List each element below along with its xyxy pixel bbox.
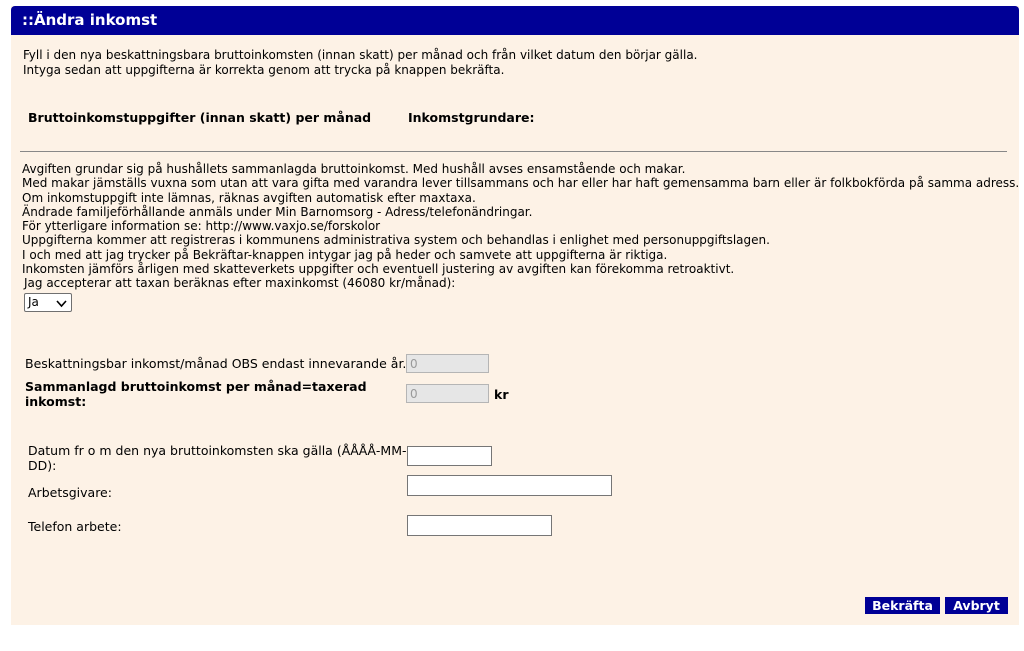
confirm-button[interactable]: Bekräfta	[865, 597, 940, 614]
title-bar	[11, 6, 1019, 35]
info-line: Avgiften grundar sig på hushållets sammanlagda bruttoinkomst. Med hushåll avses ensamstående och makar.	[22, 162, 686, 176]
dialog-title: ::Ändra inkomst	[22, 11, 158, 29]
total-income-field[interactable]	[406, 384, 489, 403]
info-line: I och med att jag trycker på Bekräftar-knappen intygar jag på heder och samvete att uppgifterna är riktiga.	[22, 247, 668, 262]
intro-line-1: Fyll i den nya beskattningsbara bruttoinkomsten (innan skatt) per månad och från vilket datum den börjar gälla.	[23, 48, 698, 62]
total-income-label	[25, 379, 367, 409]
max-income-select-value: Ja	[28, 295, 39, 309]
income-basis-heading: Inkomstgrundare:	[408, 110, 535, 125]
info-line: Med makar jämställs vuxna som utan att vara gifta med varandra lever tillsammans och har eller har haft gemensamma barn eller är folkbokförda på samma adress.	[22, 176, 1020, 191]
total-income-label-line-2: inkomst:	[25, 394, 87, 409]
intro-text	[23, 48, 697, 78]
date-input[interactable]	[407, 446, 492, 466]
taxable-income-label: Beskattningsbar inkomst/månad OBS endast innevarande år.	[25, 356, 407, 371]
info-line: Jag accepterar att taxan beräknas efter maxinkomst (46080 kr/månad):	[24, 276, 456, 291]
employer-label: Arbetsgivare:	[28, 485, 112, 500]
dialog-panel	[11, 6, 1019, 625]
income-details-heading: Bruttoinkomstuppgifter (innan skatt) per månad	[28, 110, 372, 125]
employer-input[interactable]	[407, 475, 612, 496]
divider	[20, 151, 1007, 152]
chevron-down-icon	[56, 297, 67, 311]
info-line: Inkomsten jämförs årligen med skatteverkets uppgifter och eventuell justering av avgiften kan förekomma retroaktivt.	[22, 262, 735, 277]
intro-line-2: Intyga sedan att uppgifterna är korrekta genom att trycka på knappen bekräfta.	[23, 63, 505, 77]
info-text	[22, 162, 1019, 291]
cancel-button[interactable]: Avbryt	[945, 597, 1008, 614]
phone-input[interactable]	[407, 515, 552, 536]
total-income-label-line-1: Sammanlagd bruttoinkomst per månad=taxerad	[25, 379, 367, 394]
taxable-income-field[interactable]	[406, 354, 489, 373]
info-line: För ytterligare information se: http://www.vaxjo.se/forskolor	[22, 219, 381, 234]
info-line: Ändrade familjeförhållande anmäls under Min Barnomsorg - Adress/telefonändringar.	[22, 204, 533, 219]
max-income-select[interactable]	[24, 293, 72, 312]
info-line: Uppgifterna kommer att registreras i kommunens administrativa system och behandlas i enlighet med personuppgiftslagen.	[22, 233, 770, 248]
currency-unit: kr	[494, 387, 509, 402]
info-line: Om inkomstuppgift inte lämnas, räknas avgiften automatisk efter maxtaxa.	[22, 190, 476, 205]
date-label	[28, 443, 407, 473]
date-label-line-1: Datum fr o m den nya bruttoinkomsten ska gälla (ÅÅÅÅ-MM-	[28, 443, 407, 458]
date-label-line-2: DD):	[28, 458, 57, 473]
phone-label: Telefon arbete:	[28, 519, 122, 534]
